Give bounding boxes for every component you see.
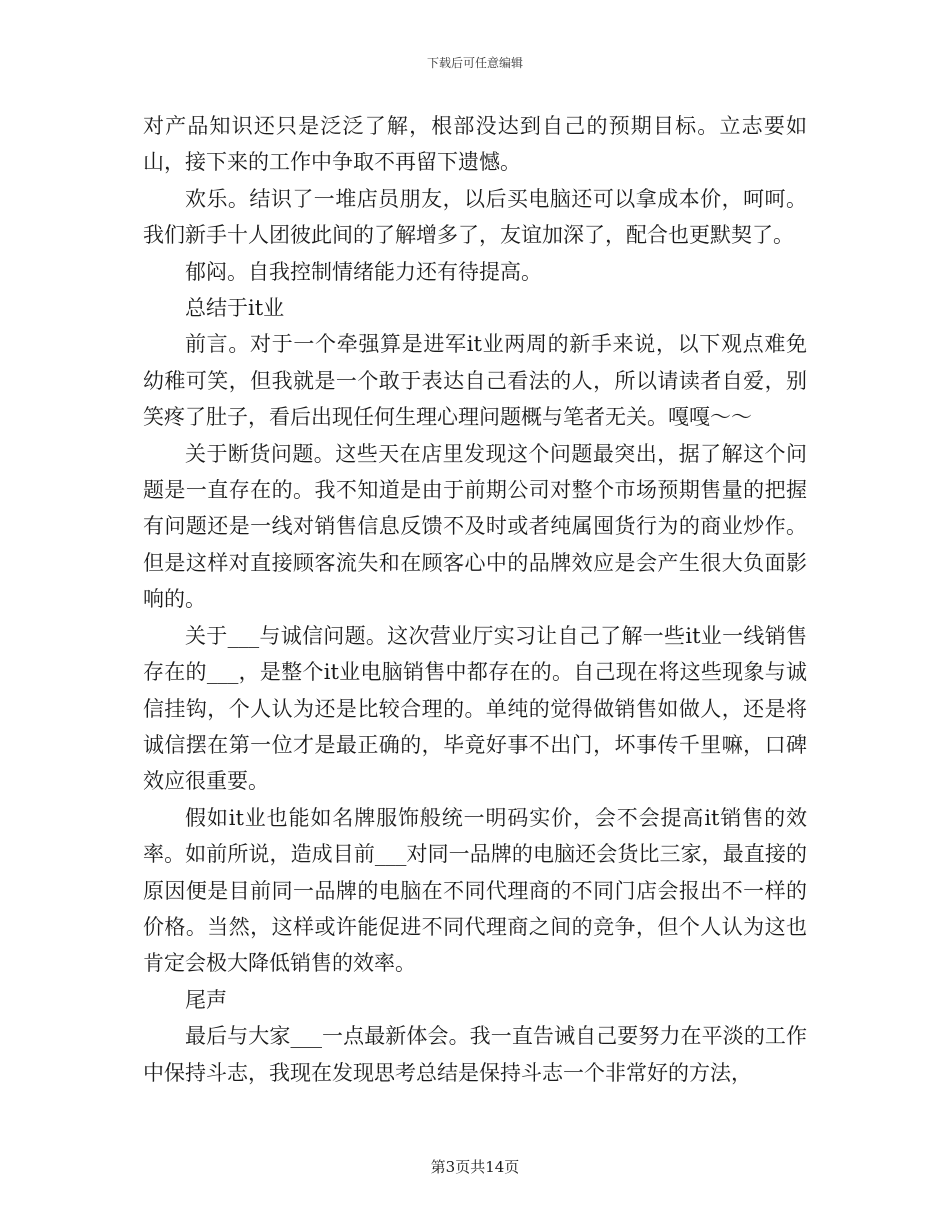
section-heading-it-summary: 总结于it业 [185, 296, 285, 321]
paragraph-stock-shortage: 关于断货问题。这些天在店里发现这个问题最突出，据了解这个问题是一直存在的。我不知道是由于前期公司对整个市场预期售量的把握有问题还是一线对销售信息反馈不及时或者纯属囤货行为的商业炒作。但是这样对直接顾客流失和在顾客心中的品牌效应是会产生很大负面影响的。 [143, 441, 807, 612]
paragraph-frustration: 郁闷。自我控制情绪能力还有待提高。 [185, 259, 542, 284]
paragraph-pricing: 假如it业也能如名牌服饰般统一明码实价，会不会提高it销售的效率。如前所说，造成目前___对同一品牌的电脑还会货比三家，最直接的原因便是目前同一品牌的电脑在不同代理商的不同门店会报出不一样的价格。当然，这样或许能促进不同代理商之间的竞争，但个人认为这也肯定会极大降低销售的效率。 [143, 805, 807, 976]
paragraph-closing: 最后与大家___一点最新体会。我一直告诫自己要努力在平淡的工作中保持斗志，我现在发现思考总结是保持斗志一个非常好的方法， [143, 1024, 807, 1085]
paragraph-continuation: 对产品知识还只是泛泛了解，根部没达到自己的预期目标。立志要如山，接下来的工作中争取不再留下遗憾。 [143, 114, 807, 175]
page-header-note: 下载后可任意编辑 [426, 56, 523, 70]
paragraph-preface: 前言。对于一个牵强算是进军it业两周的新手来说，以下观点难免幼稚可笑，但我就是一个敢于表达自己看法的人，所以请读者自爱，别笑疼了肚子，看后出现任何生理心理问题概与笔者无关。嘎嘎～～ [143, 332, 807, 430]
document-body [143, 108, 807, 1091]
paragraph-happiness: 欢乐。结识了一堆店员朋友，以后买电脑还可以拿成本价，呵呵。我们新手十人团彼此间的了解增多了，友谊加深了，配合也更默契了。 [143, 186, 807, 248]
paragraph-integrity: 关于___与诚信问题。这次营业厅实习让自己了解一些it业一线销售存在的___，是整个it业电脑销售中都存在的。自己现在将这些现象与诚信挂钩，个人认为还是比较合理的。单纯的觉得做销售如做人，还是将诚信摆在第一位才是最正确的，毕竟好事不出门，坏事传千里嘛，口碑效应很重要。 [143, 623, 807, 794]
section-heading-epilogue: 尾声 [185, 987, 227, 1012]
page-number: 第3页共14页 [430, 1158, 520, 1176]
